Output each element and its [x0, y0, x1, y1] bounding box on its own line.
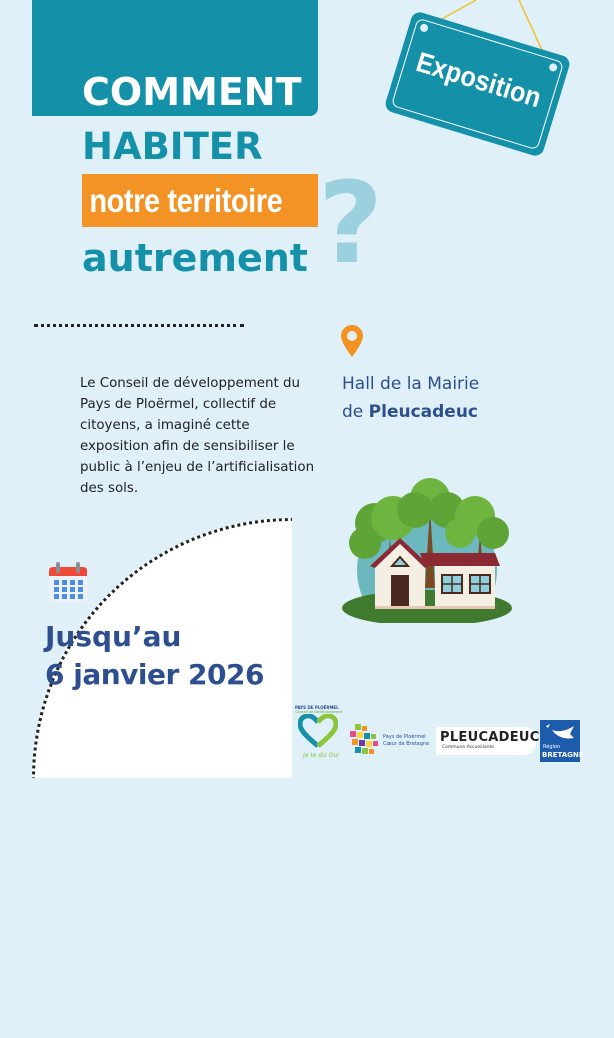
title-line-notre-territoire: notre territoire — [89, 182, 283, 219]
heart-logo-icon — [298, 714, 338, 748]
calendar-icon — [49, 562, 87, 602]
location-prefix: de — [342, 402, 369, 422]
question-mark-icon: ? — [318, 159, 383, 289]
house-illustration — [335, 478, 515, 623]
logo-pleucadeuc: PLEUCADEUC Commune Accueillante — [436, 727, 536, 755]
bretagne-bird-icon — [540, 720, 580, 744]
title-line-comment: COMMENT — [82, 70, 302, 114]
logo-conseil-developpement: PAYS DE PLOËRMEL Conseil de Développement je te dis Oui — [295, 705, 343, 759]
location-line-2 — [342, 402, 478, 422]
title-line-autrement: autrement — [82, 236, 308, 280]
location-place: Pleucadeuc — [368, 402, 479, 422]
panel-left-margin — [0, 518, 32, 768]
description-text: Le Conseil de développement du Pays de Ploërmel, collectif de citoyens, a imaginé cette exposition afin de sensibiliser le public à l’enjeu de l’artificialisation des sols. — [80, 376, 315, 496]
logo-region-bretagne: Région BRETAGNE — [540, 720, 580, 762]
sign-label: Exposition — [412, 46, 545, 114]
map-pin-icon — [341, 325, 363, 357]
dotted-divider — [34, 324, 244, 327]
date-line-2: 6 janvier 2026 — [45, 658, 264, 691]
title-line-habiter: HABITER — [82, 125, 263, 168]
date-line-1: Jusqu’au — [45, 620, 182, 653]
logo-pays-ploermel: Pays de Ploërmel Cœur de Bretagne — [347, 722, 432, 766]
mosaic-map-icon — [347, 722, 381, 762]
location-line-1: Hall de la Mairie — [342, 374, 480, 394]
